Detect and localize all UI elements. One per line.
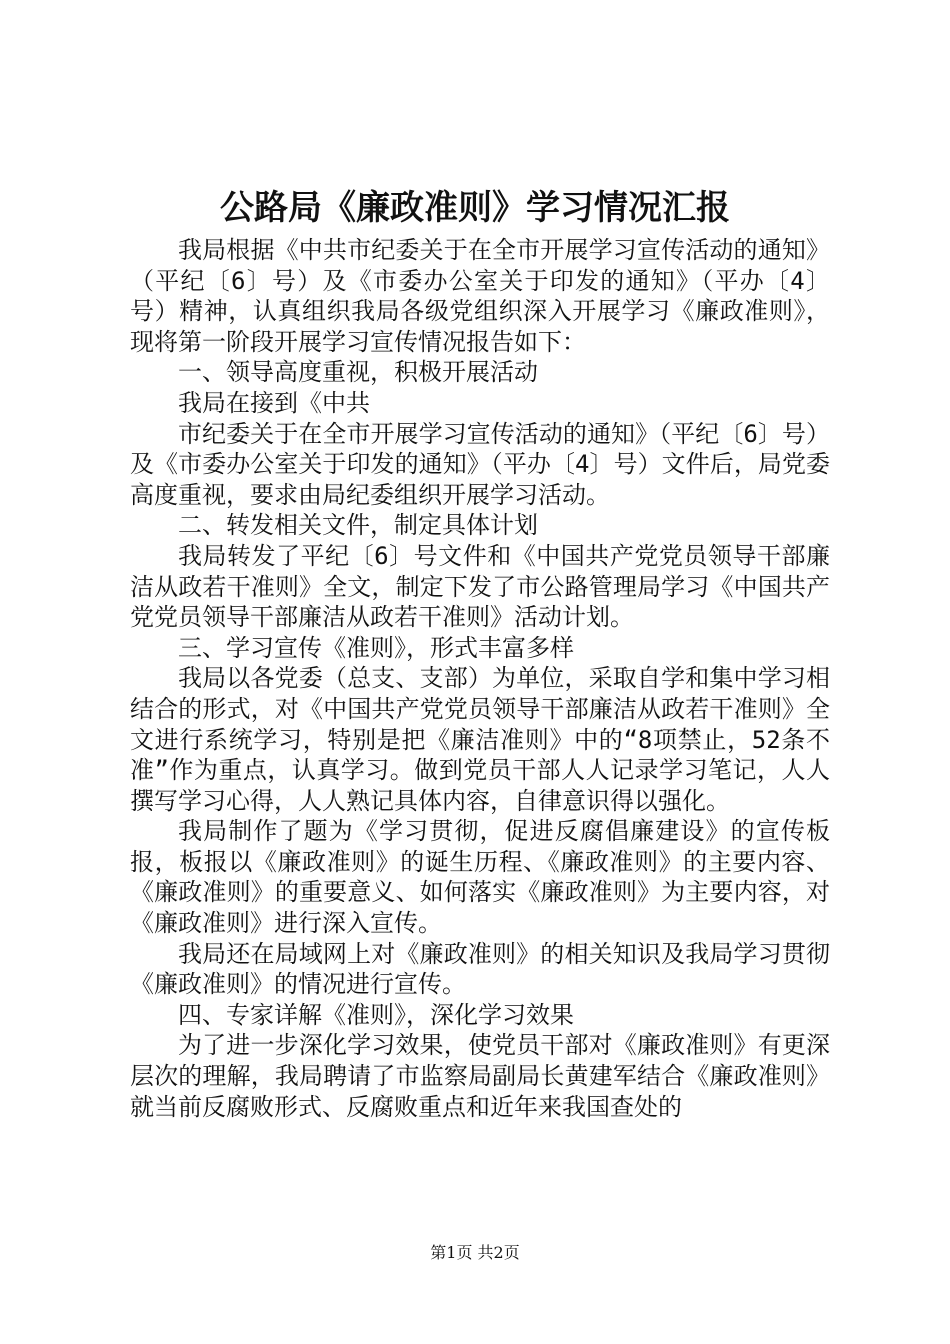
page-number-footer: 第1页 共2页 xyxy=(430,1243,520,1262)
section-heading: 三、学习宣传《准则》，形式丰富多样 xyxy=(178,633,574,662)
body-paragraph: 我局还在局域网上对《廉政准则》的相关知识及我局学习贯彻《廉政准则》的情况进行宣传。 xyxy=(130,939,830,999)
section-heading: 一、领导高度重视，积极开展活动 xyxy=(178,358,538,387)
document-title: 公路局《廉政准则》学习情况汇报 xyxy=(220,188,730,228)
body-paragraph: 我局以各党委（总支、支部）为单位，采取自学和集中学习相结合的形式，对《中国共产党党员领导干部廉洁从政若干准则》全文进行系统学习，特别是把《廉洁准则》中的“8项禁止，52条不准”作为重点，认真学习。做到党员干部人人记录学习笔记，人人撰写学习心得，人人熟记具体内容，自律意识得以强化。 xyxy=(130,664,830,815)
section-heading: 四、专家详解《准则》，深化学习效果 xyxy=(178,1000,574,1029)
body-paragraph: 我局在接到《中共 xyxy=(178,388,370,417)
section-heading: 二、转发相关文件，制定具体计划 xyxy=(178,511,538,540)
body-paragraph: 市纪委关于在全市开展学习宣传活动的通知》（平纪〔6〕号）及《市委办公室关于印发的通知》（平办〔4〕号）文件后，局党委高度重视，要求由局纪委组织开展学习活动。 xyxy=(130,419,830,509)
document-body xyxy=(130,235,830,1122)
intro-paragraph: 我局根据《中共市纪委关于在全市开展学习宣传活动的通知》（平纪〔6〕号）及《市委办公室关于印发的通知》（平办〔4〕号）精神，认真组织我局各级党组织深入开展学习《廉政准则》，现将第一阶段开展学习宣传情况报告如下： xyxy=(130,236,830,356)
body-paragraph: 我局转发了平纪〔6〕号文件和《中国共产党党员领导干部廉洁从政若干准则》全文，制定下发了市公路管理局学习《中国共产党党员领导干部廉洁从政若干准则》活动计划。 xyxy=(130,541,830,632)
body-paragraph: 为了进一步深化学习效果，使党员干部对《廉政准则》有更深层次的理解，我局聘请了市监察局副局长黄建军结合《廉政准则》就当前反腐败形式、反腐败重点和近年来我国查处的 xyxy=(130,1031,830,1121)
body-paragraph: 我局制作了题为《学习贯彻，促进反腐倡廉建设》的宣传板报，板报以《廉政准则》的诞生历程、《廉政准则》的主要内容、《廉政准则》的重要意义、如何落实《廉政准则》为主要内容，对《廉政准则》进行深入宣传。 xyxy=(130,817,830,938)
